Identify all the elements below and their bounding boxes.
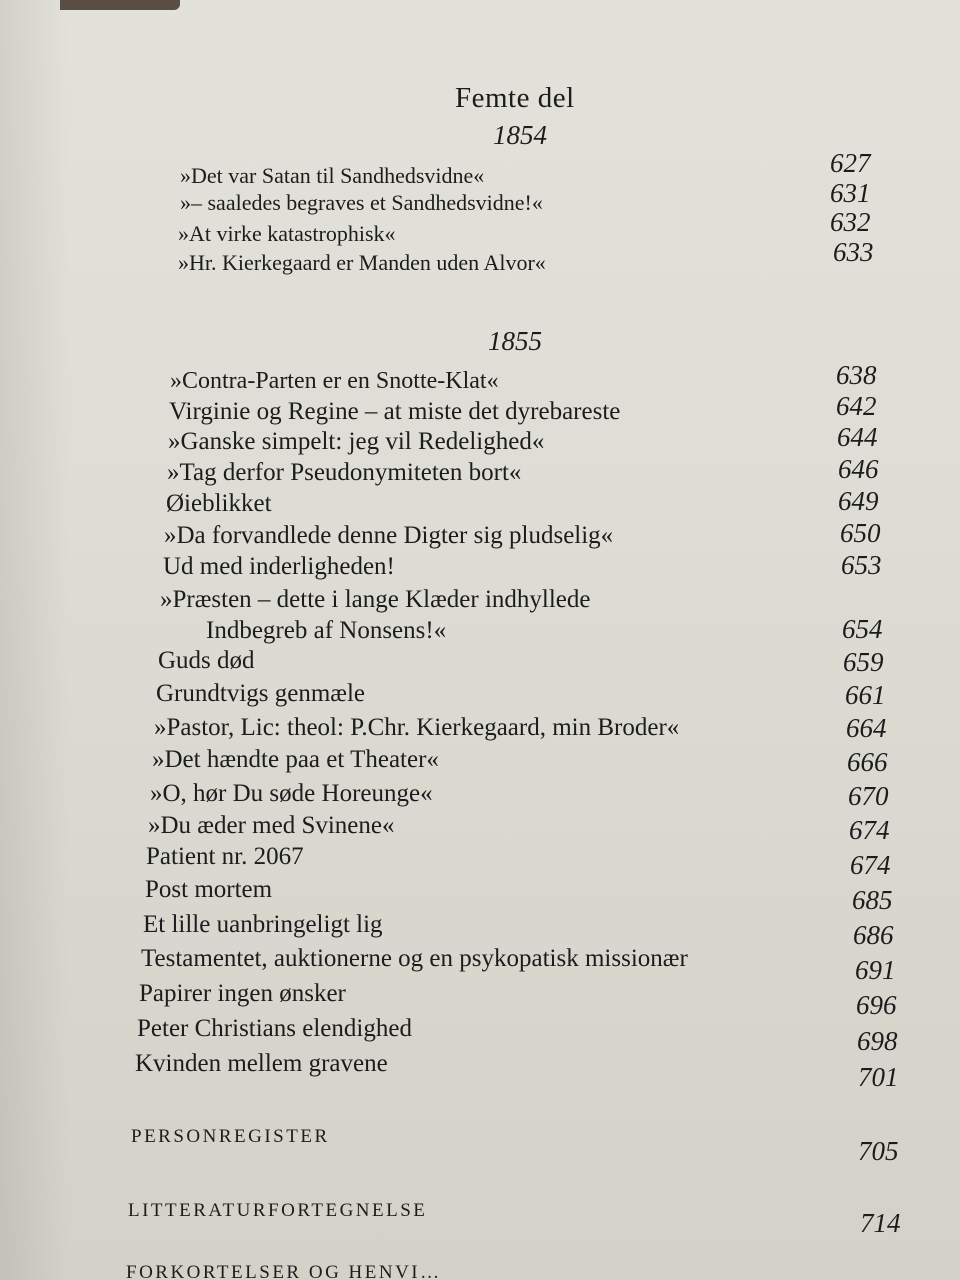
toc-entry-title: »Da forvandlede denne Digter sig pludselig« [164,522,614,549]
toc-entry-title: Ud med inderligheden! [163,553,395,580]
toc-entry-page: 696 [856,990,897,1020]
toc-entry-page: 664 [846,713,887,743]
toc-entry-page: 659 [843,647,884,677]
toc-entry-title: »Contra-Parten er en Snotte-Klat« [170,368,499,394]
toc-entry-page: 644 [837,422,878,452]
toc-entry-page: 653 [841,550,882,580]
toc-entry-page: 632 [830,207,871,237]
toc-entry-page: 674 [849,815,890,845]
toc-entry-title: Grundtvigs genmæle [156,680,366,707]
section-year-1854: 1854 [493,120,547,150]
toc-entry-title: »At virke katastrophisk« [178,221,396,246]
section-year-1855: 1855 [488,326,542,356]
toc-entry-title: Virginie og Regine – at miste det dyrebareste [169,398,621,425]
toc-entry-title: Post mortem [145,876,273,903]
toc-entry-page: 686 [853,920,894,950]
toc-entry-page: 674 [850,850,891,880]
toc-entry-page: 627 [830,148,871,178]
toc-entry-title: »Det var Satan til Sandhedsvidne« [180,163,485,188]
toc-entry-title: Øieblikket [166,490,272,517]
book-cover-edge [60,0,180,10]
toc-entry-page: 650 [840,518,881,548]
toc-entry-title: »Præsten – dette i lange Klæder indhyllede [160,586,591,613]
toc-entry-title: Patient nr. 2067 [146,843,304,870]
toc-entry-title: »Pastor, Lic: theol: P.Chr. Kierkegaard, min Broder« [154,714,680,741]
page-gutter-shadow [0,0,70,1280]
toc-entry-title: »Tag derfor Pseudonymiteten bort« [167,459,522,486]
back-matter-title: LITTERATURFORTEGNELSE [128,1200,428,1221]
toc-entry-title: »Hr. Kierkegaard er Manden uden Alvor« [178,250,546,275]
toc-entry-page: 646 [838,454,879,484]
toc-entry-page: 633 [833,237,874,267]
toc-entry-page: 670 [848,781,889,811]
part-title: Femte del [455,82,575,114]
toc-entry-page: 666 [847,747,888,777]
toc-entry-page: 685 [852,885,893,915]
toc-entry-title: Peter Christians elendighed [137,1015,412,1042]
toc-entry-title: Guds død [158,647,255,674]
toc-entry-title: Kvinden mellem gravene [135,1050,388,1077]
toc-entry-continuation: Indbegreb af Nonsens!« [206,617,447,644]
toc-entry-title: Et lille uanbringeligt lig [143,911,383,938]
toc-entry-page: 701 [858,1062,899,1092]
toc-entry-title: Testamentet, auktionerne og en psykopatisk missionær [141,945,688,972]
toc-entry-page: 698 [857,1026,898,1056]
toc-entry-title: »Det hændte paa et Theater« [152,746,439,773]
toc-entry-title: Papirer ingen ønsker [139,980,346,1007]
toc-entry-page: 638 [836,360,877,390]
toc-entry-page: 654 [842,614,883,644]
back-matter-page: 705 [858,1136,899,1166]
toc-entry-title: »Ganske simpelt: jeg vil Redelighed« [168,428,545,455]
toc-entry-page: 649 [838,486,879,516]
toc-entry-title: »O, hør Du søde Horeunge« [150,780,433,807]
toc-entry-page: 691 [855,955,896,985]
toc-entry-page: 642 [836,391,877,421]
toc-entry-title: »Du æder med Svinene« [148,812,395,839]
toc-entry-page: 661 [845,680,886,710]
toc-entry-title: »– saaledes begraves et Sandhedsvidne!« [180,190,543,215]
back-matter-title-partial: FORKORTELSER OG HENVI… [126,1262,442,1280]
toc-entry-page: 631 [830,178,871,208]
back-matter-title: PERSONREGISTER [131,1126,330,1147]
back-matter-page: 714 [860,1208,901,1238]
